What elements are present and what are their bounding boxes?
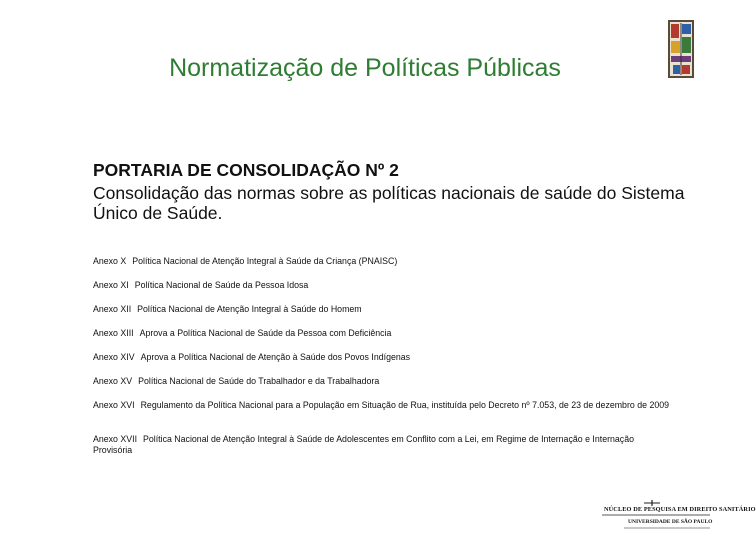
annex-item — [93, 256, 673, 267]
portaria-heading: PORTARIA DE CONSOLIDAÇÃO Nº 2 — [93, 160, 399, 180]
annex-code: Anexo XIV — [93, 352, 135, 362]
annex-text: Aprova a Política Nacional de Saúde da Pessoa com Deficiência — [139, 328, 392, 338]
annex-code: Anexo XII — [93, 304, 132, 314]
annex-code: Anexo XIII — [93, 328, 134, 338]
annex-item — [93, 352, 673, 363]
portaria-description: Consolidação das normas sobre as políticas nacionais de saúde do Sistema Único de Saúde. — [93, 183, 685, 223]
annex-item — [93, 328, 673, 339]
justice-logo — [668, 20, 694, 78]
annex-code: Anexo XVI — [93, 400, 135, 410]
annex-item — [93, 400, 673, 411]
annex-code: Anexo XV — [93, 376, 133, 386]
annex-text: Política Nacional de Saúde do Trabalhador e da Trabalhadora — [138, 376, 380, 386]
annex-text: Aprova a Política Nacional de Atenção à Saúde dos Povos Indígenas — [140, 352, 411, 362]
annex-code: Anexo XVII — [93, 434, 138, 444]
annex-item — [93, 304, 673, 315]
annex-code: Anexo X — [93, 256, 127, 266]
usp-name: UNIVERSIDADE DE SÃO PAULO — [628, 519, 713, 525]
slide-title: Normatização de Políticas Públicas — [169, 54, 561, 82]
nucleo-name: NÚCLEO DE PESQUISA EM DIREITO SANITÁRIO — [604, 506, 756, 513]
annex-code: Anexo XI — [93, 280, 129, 290]
annex-item — [93, 280, 673, 291]
annex-text: Política Nacional de Saúde da Pessoa Idosa — [134, 280, 309, 290]
annex-item — [93, 376, 673, 387]
annex-text: Política Nacional de Atenção Integral à Saúde do Homem — [137, 304, 362, 314]
nucleo-emblem-icon — [600, 498, 712, 532]
annex-text: Política Nacional de Atenção Integral à Saúde da Criança (PNAISC) — [132, 256, 398, 266]
annex-text: Política Nacional de Atenção Integral à Saúde de Adolescentes em Conflito com a Lei, em Regime de Internação e Internação Provisória — [93, 434, 634, 455]
nucleo-logo — [600, 498, 756, 532]
annex-text: Regulamento da Política Nacional para a População em Situação de Rua, instituída pelo Decreto nº 7.053, de 23 de dezembro de 2009 — [140, 400, 670, 410]
annex-item — [93, 434, 673, 456]
